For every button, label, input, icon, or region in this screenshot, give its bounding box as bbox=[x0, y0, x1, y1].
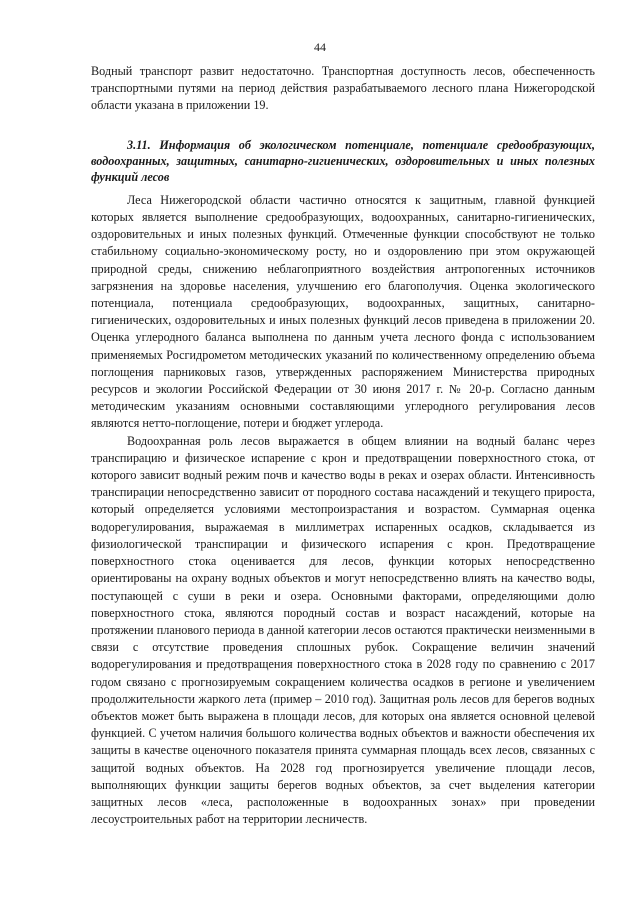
page-number: 44 bbox=[314, 40, 326, 54]
intro-paragraph: Водный транспорт развит недостаточно. Транспортная доступность лесов, обеспеченность транспортными путями на период действия разрабатываемого лесного плана Нижегородской области указана в приложении 19. bbox=[91, 64, 595, 113]
document-body bbox=[91, 63, 595, 828]
body-paragraph: Водоохранная роль лесов выражается в общем влиянии на водный баланс через транспирацию и физическое испарение с крон и предотвращении поверхностного стока, от которого зависит водный режим почв и качество воды в реках и озерах области. Интенсивность транспирации непосредственно зависит от породного состава насаждений и текущего прироста, который определяется условиями местопроизрастания и возрастом. Суммарная оценка водорегулирования, выражаемая в миллиметрах испаренных осадков, складывается из физиологической транспирации и физического испарения с крон. Предотвращение поверхностного стока оценивается для лесов, функции которых непосредственно ориентированы на охрану водных объектов и могут непосредственно влиять на качество воды, поступающей с суши в реки и озера. Основными факторами, определяющими долю поверхностного стока, являются породный состав и возраст насаждений, которые на протяжении планового периода в данной категории лесов остаются практически неизменными в связи с отсутствие проведения сплошных рубок. Сокращение величин значений водорегулирования и предотвращения поверхностного стока в 2028 году по сравнению с 2017 годом связано с прогнозируемым сокращением количества осадков в регионе и увеличением продолжительности жаркого лета (пример – 2010 год). Защитная роль лесов для берегов водных объектов может быть выражена в площади лесов, для которых она является основной целевой функцией. С учетом наличия большого количества водных объектов и важности обеспечения их защиты в качестве оценочного показателя принята суммарная площадь всех лесов, связанных с защитой водных объектов. На 2028 год прогнозируется увеличение площади лесов, выполняющих функции защиты берегов водных объектов, за счет выделения категории защитных лесов «леса, расположенные в водоохранных зонах» при проведении лесоустроительных работ на территории лесничеств. bbox=[91, 433, 595, 827]
body-paragraph: Леса Нижегородской области частично относятся к защитным, главной функцией которых является выполнение средообразующих, водоохранных, санитарно-гигиенических, оздоровительных и иных полезных функций. Отмеченные функции способствуют не только стабильному социально-экономическому росту, но и оздоровлению при этом окружающей природной среды, снижению неблагоприятного воздействия антропогенных источников загрязнения на здоровье населения, улучшению его благополучия. Оценка экологического потенциала, потенциала средообразующих, водоохранных, защитных, санитарно-гигиенических, оздоровительных и иных полезных функций лесов приведена в приложении 20. Оценка углеродного баланса выполнена по данным учета лесного фонда с использованием применяемых Росгидрометом методических указаний по количественному определению объема поглощения парниковых газов, утвержденных распоряжением Министерства природных ресурсов и экологии Российской Федерации от 30 июня 2017 г. № 20-р. Согласно данным методическим указаниям основными составляющими углеродного регулирования лесов являются нетто-поглощение, потери и бюджет углерода. bbox=[91, 192, 595, 431]
section-heading: 3.11. Информация об экологическом потенциале, потенциале средообразующих, водоохранных, защитных, санитарно-гигиенических, оздоровительных и иных полезных функций лесов bbox=[91, 137, 595, 185]
